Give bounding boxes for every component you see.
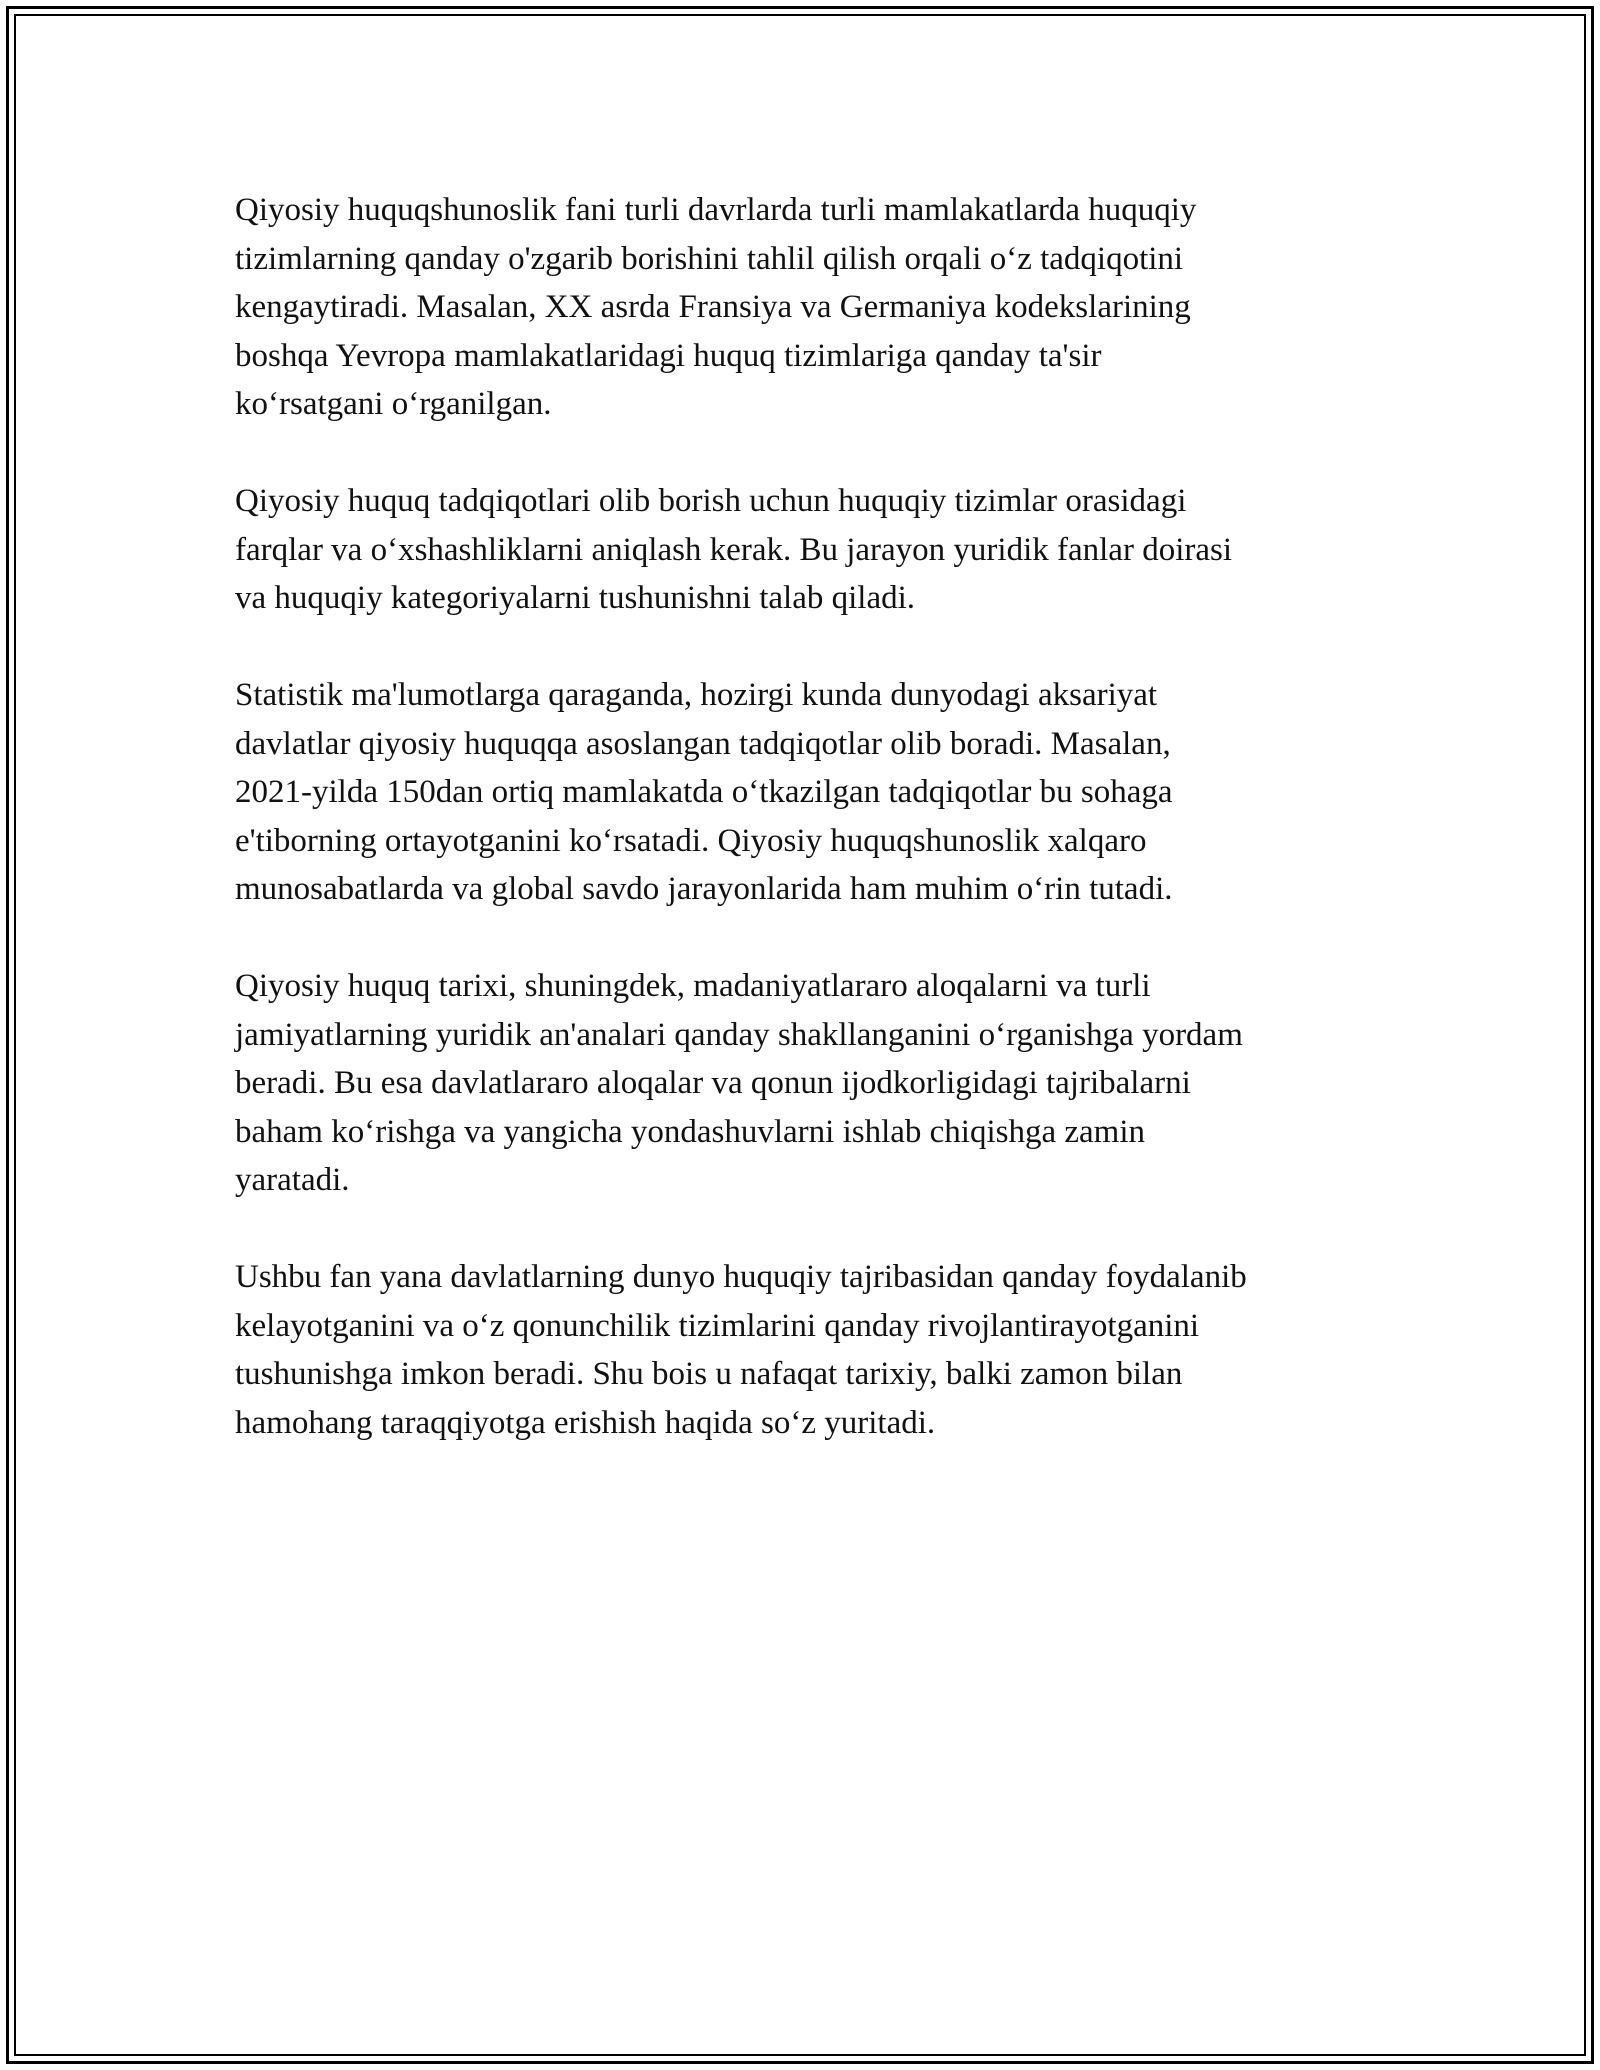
paragraph-line: Ushbu fan yana davlatlarning dunyo huquqiy tajribasidan qanday foydalanib xyxy=(235,1259,1247,1295)
paragraph-line: baham ko‘rishga va yangicha yondashuvlarni ishlab chiqishga zamin xyxy=(235,1113,1145,1150)
paragraph-line: beradi. Bu esa davlatlararo aloqalar va qonun ijodkorligidagi tajribalarni xyxy=(235,1065,1191,1101)
paragraph-line: jamiyatlarning yuridik an'analari qanday shakllanganini o‘rganishga yordam xyxy=(235,1016,1243,1053)
paragraph-line: va huquqiy kategoriyalarni tushunishni talab qiladi. xyxy=(235,580,916,616)
paragraph-line: davlatlar qiyosiy huquqqa asoslangan tadqiqotlar olib boradi. Masalan, xyxy=(235,725,1171,762)
paragraph-line: Qiyosiy huquqshunoslik fani turli davrlarda turli mamlakatlarda huquqiy xyxy=(235,192,1197,228)
paragraph-line: tushunishga imkon beradi. Shu bois u nafaqat tarixiy, balki zamon bilan xyxy=(235,1356,1183,1392)
paragraph-line: kelayotganini va o‘z qonunchilik tizimlarini qanday rivojlantirayotganini xyxy=(235,1307,1200,1344)
paragraph-line: Qiyosiy huquq tarixi, shuningdek, madaniyatlararo aloqalarni va turli xyxy=(235,968,1151,1004)
paragraph-line: Statistik ma'lumotlarga qaraganda, hozirgi kunda dunyodagi aksariyat xyxy=(235,677,1158,713)
paragraph-2 xyxy=(235,477,1365,623)
paragraph-line: 2021-yilda 150dan ortiq mamlakatda o‘tkazilgan tadqiqotlar bu sohaga xyxy=(235,774,1173,810)
paragraph-line: e'tiborning ortayotganini ko‘rsatadi. Qiyosiy huquqshunoslik xalqaro xyxy=(235,822,1147,859)
paragraph-line: boshqa Yevropa mamlakatlaridagi huquq tizimlariga qanday ta'sir xyxy=(235,337,1102,374)
paragraph-line: munosabatlarda va global savdo jarayonlarida ham muhim o‘rin tutadi. xyxy=(235,871,1173,907)
paragraph-line: tizimlarning qanday o'zgarib borishini tahlil qilish orqali o‘z tadqiqotini xyxy=(235,240,1184,277)
paragraph-3 xyxy=(235,671,1365,914)
paragraph-line: hamohang taraqqiyotga erishish haqida so‘z yuritadi. xyxy=(235,1404,936,1441)
paragraph-5 xyxy=(235,1253,1365,1447)
paragraph-line: farqlar va o‘xshashliklarni aniqlash kerak. Bu jarayon yuridik fanlar doirasi xyxy=(235,531,1233,568)
document-body xyxy=(235,186,1365,1496)
paragraph-line: ko‘rsatgani o‘rganilgan. xyxy=(235,386,552,422)
paragraph-1 xyxy=(235,186,1365,429)
paragraph-line: kengaytiradi. Masalan, XX asrda Fransiya va Germaniya kodekslarining xyxy=(235,289,1191,325)
paragraph-4 xyxy=(235,962,1365,1205)
paragraph-line: yaratadi. xyxy=(235,1162,350,1198)
paragraph-line: Qiyosiy huquq tadqiqotlari olib borish uchun huquqiy tizimlar orasidagi xyxy=(235,483,1187,519)
